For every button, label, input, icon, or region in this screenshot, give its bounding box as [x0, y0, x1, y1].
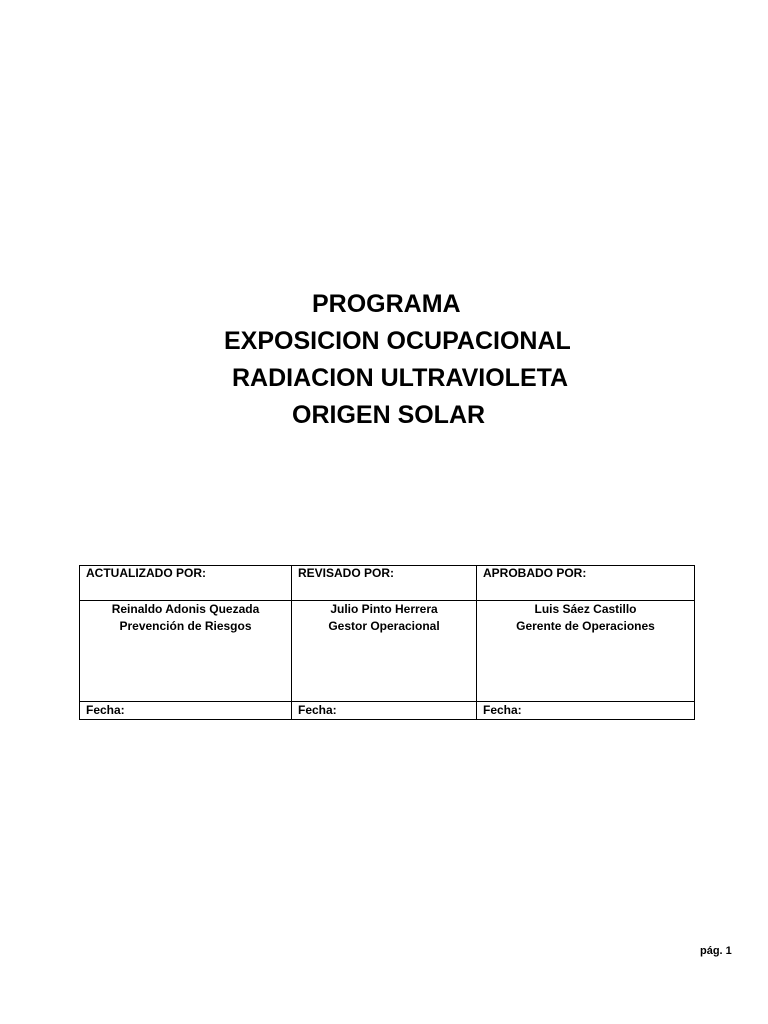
date-label: Fecha: [477, 702, 695, 720]
title-line-origen: ORIGEN SOLAR [292, 401, 486, 429]
signer-name: Reinaldo Adonis Quezada [111, 602, 260, 616]
title-line-exposicion: EXPOSICION OCUPACIONAL [224, 327, 571, 355]
page-number: pág. 1 [700, 945, 732, 957]
date-label: Fecha: [292, 702, 477, 720]
document-title [0, 286, 768, 434]
header-actualizado: ACTUALIZADO POR: [80, 566, 292, 601]
signer-name: Julio Pinto Herrera [330, 602, 438, 616]
signer-cell-actualizado [80, 601, 292, 702]
signer-role: Gestor Operacional [328, 619, 440, 633]
header-aprobado: APROBADO POR: [477, 566, 695, 601]
approvals-header-row [80, 566, 695, 601]
signer-cell-aprobado [477, 601, 695, 702]
signer-name: Luis Sáez Castillo [534, 602, 637, 616]
title-line-radiacion: RADIACION ULTRAVIOLETA [232, 364, 569, 392]
signer-cell-revisado [292, 601, 477, 702]
signer-role: Gerente de Operaciones [516, 619, 655, 633]
signer-role: Prevención de Riesgos [119, 619, 252, 633]
date-label: Fecha: [80, 702, 292, 720]
approvals-table [79, 565, 695, 720]
header-revisado: REVISADO POR: [292, 566, 477, 601]
approvals-signature-row [80, 601, 695, 702]
approvals-date-row [80, 702, 695, 720]
title-line-programa: PROGRAMA [312, 290, 461, 318]
